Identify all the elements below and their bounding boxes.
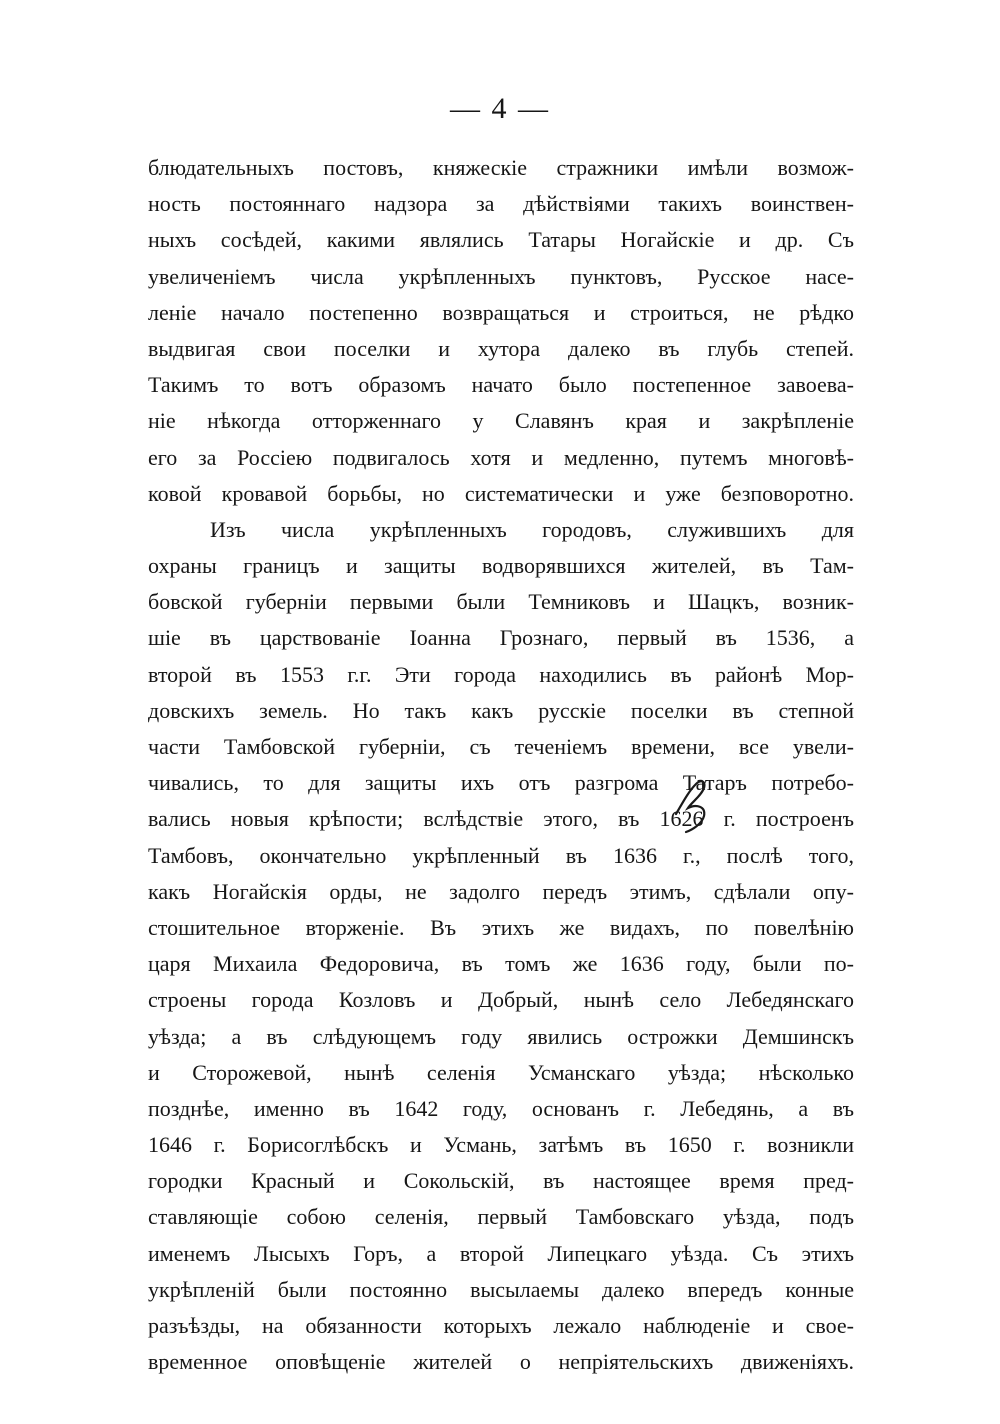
text-line: бовской губерніи первыми были Темниковъ и Шацкъ, возник-	[148, 589, 854, 615]
text-line: части Тамбовской губерніи, съ теченіемъ времени, все увели-	[148, 734, 854, 759]
text-line: его за Россіею подвигалось хотя и медленно, путемъ многовѣ-	[148, 444, 854, 470]
text-line: Тамбовъ, окончательно укрѣпленный въ 1636 г., послѣ того,	[148, 842, 854, 868]
text-line: вались новыя крѣпости; вслѣдствіе этого, въ 1626 г. построенъ	[148, 806, 854, 832]
text-line: укрѣпленій были постоянно высылаемы далеко впередъ конные	[148, 1276, 854, 1302]
text-line: увеличеніемъ числа укрѣпленныхъ пунктовъ, Русское насе-	[148, 263, 854, 289]
text-line: Такимъ то вотъ образомъ начато было постепенное завоева-	[148, 372, 854, 398]
text-line: ныхъ сосѣдей, какими являлись Татары Ногайскіе и др. Съ	[148, 227, 854, 253]
text-line: довскихъ земель. Но такъ какъ русскіе поселки въ степной	[148, 697, 854, 723]
text-line: уѣзда; а въ слѣдующемъ году явились острожки Демшинскъ	[148, 1023, 854, 1049]
paragraph-2	[148, 512, 854, 1381]
text-line: блюдательныхъ постовъ, княжескіе стражники имѣли возмож-	[148, 155, 854, 180]
text-line: охраны границъ и защиты водворявшихся жителей, въ Там-	[148, 553, 854, 579]
text-line: царя Михаила Федоровича, въ томъ же 1636 году, были по-	[148, 951, 854, 977]
text-line: городки Красный и Сокольскій, въ настоящее время пред-	[148, 1168, 854, 1194]
body-text	[148, 150, 854, 1380]
paragraph-1	[148, 150, 854, 512]
text-line: и Сторожевой, нынѣ селенія Усманскаго уѣзда; нѣсколько	[148, 1059, 854, 1085]
text-line: шіе въ царствованіе Іоанна Грознаго, первый въ 1536, а	[148, 625, 854, 651]
text-line: строены города Козловъ и Добрый, нынѣ село Лебедянскаго	[148, 987, 854, 1013]
text-line: выдвигая свои поселки и хутора далеко въ глубь степей.	[148, 335, 854, 361]
text-line: стошительное вторженіе. Въ этихъ же видахъ, по повелѣнію	[148, 914, 854, 940]
text-line: разъѣзды, на обязанности которыхъ лежало наблюденіе и свое-	[148, 1313, 854, 1338]
text-line: какъ Ногайскія орды, не задолго передъ этимъ, сдѣлали опу-	[148, 878, 854, 904]
text-line: ность постояннаго надзора за дѣйствіями такихъ воинствен-	[148, 191, 854, 217]
text-line: ковой кровавой борьбы, но систематически и уже безповоротно.	[148, 480, 854, 506]
text-line: ніе нѣкогда отторженнаго у Славянъ края и закрѣпленіе	[148, 408, 854, 434]
text-line: 1646 г. Борисоглѣбскъ и Усмань, затѣмъ въ 1650 г. возникли	[148, 1132, 854, 1158]
text-line: Изъ числа укрѣпленныхъ городовъ, служившихъ для	[210, 516, 854, 542]
text-line: именемъ Лысыхъ Горъ, а второй Липецкаго уѣзда. Съ этихъ	[148, 1240, 854, 1266]
text-line: леніе начало постепенно возвращаться и строиться, не рѣдко	[148, 299, 854, 325]
text-line: второй въ 1553 г.г. Эти города находились въ районѣ Мор-	[148, 661, 854, 687]
text-line: чивались, то для защиты ихъ отъ разгрома Татаръ потребо-	[148, 770, 854, 796]
text-line: позднѣе, именно въ 1642 году, основанъ г. Лебедянь, а въ	[148, 1095, 854, 1121]
text-line: ставляющіе собою селенія, первый Тамбовскаго уѣзда, подъ	[148, 1204, 854, 1230]
text-line: временное оповѣщеніе жителей о непріятельскихъ движеніяхъ.	[148, 1349, 854, 1375]
page-number: — 4 —	[450, 92, 550, 125]
